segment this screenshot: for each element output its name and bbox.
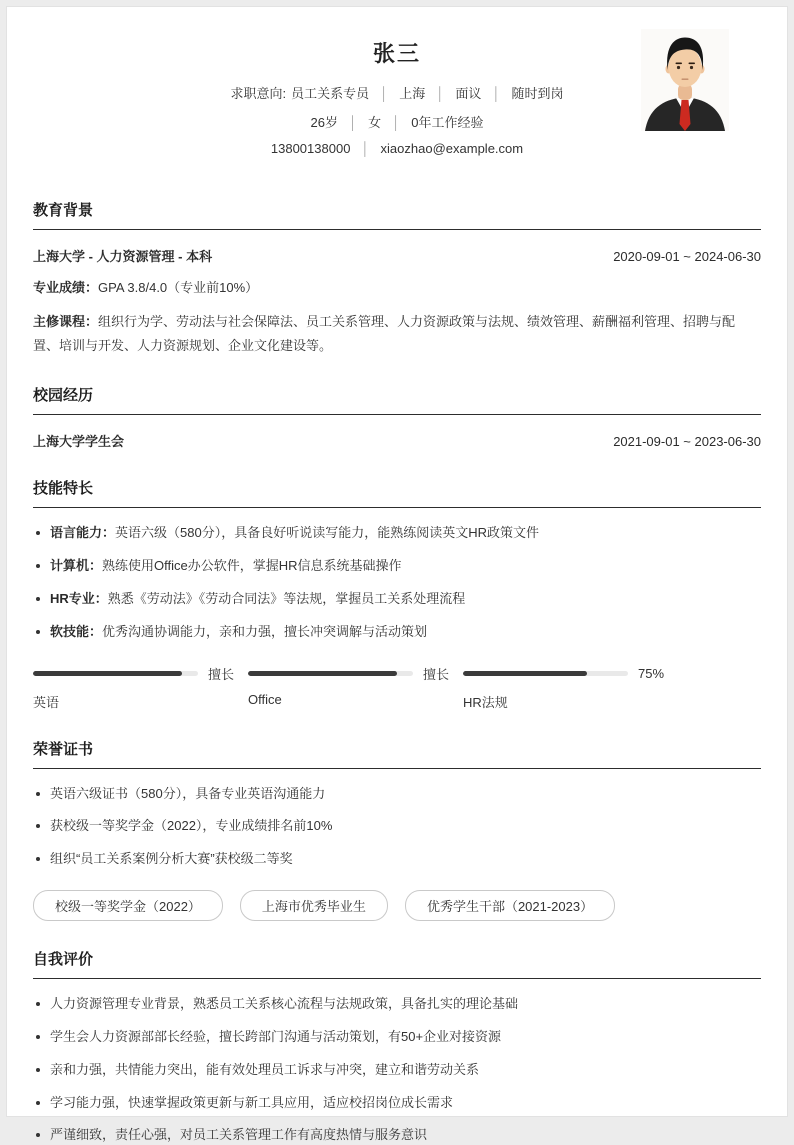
section-campus (33, 384, 761, 450)
skill-text: 熟悉《劳动法》《劳动合同法》等法规，掌握员工关系处理流程 (107, 590, 466, 606)
bar-skill-name: 英语 (33, 694, 60, 710)
intent-label: 求职意向: (230, 86, 287, 101)
bar-track (463, 671, 628, 676)
section-title-honors: 荣誉证书 (33, 738, 761, 769)
separator: │ (348, 115, 358, 130)
separator: │ (492, 86, 501, 101)
bullet-icon (36, 630, 40, 634)
candidate-name: 张三 (372, 41, 421, 66)
skill-label: 语言能力： (50, 525, 116, 541)
intent-position: 员工关系专员 (291, 86, 370, 101)
bullet-icon (36, 857, 40, 861)
bullet-icon (36, 1101, 40, 1105)
skill-label: 计算机： (50, 558, 103, 574)
evaluation-text: 人力资源管理专业背景，熟悉员工关系核心流程与法规政策，具备扎实的理论基础 (50, 996, 519, 1012)
honor-item (33, 850, 761, 869)
skill-label: HR专业： (50, 590, 108, 606)
campus-date: 2021-09-01 ~ 2023-06-30 (613, 434, 761, 450)
gpa-value: GPA 3.8/4.0（专业前10%） (98, 280, 259, 295)
bar-level-label: 擅长 (208, 667, 235, 683)
honor-item (33, 785, 761, 804)
bullet-icon (36, 792, 40, 796)
bullet-icon (36, 1133, 40, 1137)
education-gpa (33, 276, 761, 299)
bullet-icon (36, 1035, 40, 1039)
education-degree: 上海大学 - 人力资源管理 - 本科 (33, 249, 213, 264)
skill-bars (33, 666, 761, 711)
experience: 0年工作经验 (411, 115, 484, 130)
skill-item (33, 590, 761, 609)
honor-text: 获校级一等奖学金（2022），专业成绩排名前10% (50, 818, 333, 834)
skill-item (33, 557, 761, 576)
education-date: 2020-09-01 ~ 2024-06-30 (613, 249, 761, 264)
bar-skill-name: HR法规 (463, 694, 508, 710)
profile-photo (641, 29, 729, 131)
skill-text: 英语六级（580分），具备良好听说读写能力，能熟练阅读英文HR政策文件 (115, 525, 539, 541)
section-honors (33, 738, 761, 922)
section-title-education: 教育背景 (33, 199, 761, 230)
honor-item (33, 817, 761, 836)
skills-list (33, 524, 761, 641)
evaluation-text: 严谨细致，责任心强，对员工关系管理工作有高度热情与服务意识 (50, 1127, 428, 1143)
resume-page (6, 6, 788, 1143)
section-education (33, 199, 761, 357)
section-evaluation (33, 948, 761, 1145)
phone-number: 13800138000 (270, 141, 351, 156)
email-address: xiaozhao@example.com (380, 141, 524, 156)
honor-badges (33, 890, 761, 921)
skill-text: 熟练使用Office办公软件，掌握HR信息系统基础操作 (102, 558, 402, 574)
badge-scholarship: 校级一等奖学金（2022） (33, 890, 223, 921)
bullet-icon (36, 824, 40, 828)
section-title-skills: 技能特长 (33, 477, 761, 508)
evaluation-text: 学生会人力资源部部长经验，擅长跨部门沟通与活动策划，有50+企业对接资源 (50, 1028, 502, 1044)
skill-item (33, 524, 761, 543)
gpa-label: 专业成绩： (33, 280, 99, 295)
skill-item (33, 623, 761, 642)
bar-track (248, 671, 413, 676)
separator: │ (380, 86, 389, 101)
resume-header (33, 27, 761, 172)
separator: │ (361, 141, 370, 156)
evaluation-item (33, 1094, 761, 1113)
bullet-icon (36, 597, 40, 601)
section-skills (33, 477, 761, 710)
courses-label: 主修课程： (33, 314, 99, 330)
bar-fill (33, 671, 182, 676)
evaluation-text: 亲和力强，共情能力突出，能有效处理员工诉求与冲突，建立和谐劳动关系 (50, 1061, 480, 1077)
bar-level-label: 75% (638, 666, 665, 682)
bar-fill (248, 671, 397, 676)
separator: │ (392, 115, 401, 130)
separator: │ (436, 86, 445, 101)
contact-line (33, 141, 761, 156)
intent-city: 上海 (399, 86, 426, 101)
skill-label: 软技能： (50, 623, 103, 639)
bar-track (33, 671, 198, 676)
gender: 女 (368, 115, 382, 130)
intent-salary: 面议 (455, 86, 482, 101)
badge-graduate: 上海市优秀毕业生 (240, 890, 388, 921)
evaluation-item (33, 1028, 761, 1047)
skill-bar-english (33, 666, 248, 711)
evaluation-item (33, 995, 761, 1014)
honor-text: 英语六级证书（580分），具备专业英语沟通能力 (50, 785, 326, 801)
skill-bar-office (248, 666, 463, 711)
bullet-icon (36, 1002, 40, 1006)
skill-bar-hr-law (463, 666, 678, 711)
evaluation-item (33, 1126, 761, 1145)
evaluation-item (33, 1061, 761, 1080)
badge-cadre: 优秀学生干部（2021-2023） (405, 890, 615, 921)
courses-list: 组织行为学、劳动法与社会保障法、员工关系管理、人力资源政策与法规、绩效管理、薪酬福利管理、招聘与配置、培训与开发、人力资源规划、企业文化建设等。 (33, 314, 736, 353)
bullet-icon (36, 531, 40, 535)
section-title-campus: 校园经历 (33, 384, 761, 415)
intent-availability: 随时到岗 (511, 86, 564, 101)
campus-org: 上海大学学生会 (33, 434, 125, 450)
avatar-illustration (641, 29, 729, 131)
education-courses (33, 310, 761, 357)
honors-list (33, 785, 761, 870)
skill-text: 优秀沟通协调能力，亲和力强，擅长冲突调解与活动策划 (102, 623, 428, 639)
bullet-icon (36, 1068, 40, 1072)
honor-text: 组织“员工关系案例分析大赛”获校级二等奖 (50, 851, 293, 867)
bar-fill (463, 671, 587, 676)
age: 26岁 (310, 115, 338, 130)
section-title-evaluation: 自我评价 (33, 948, 761, 979)
bullet-icon (36, 564, 40, 568)
bar-skill-name: Office (248, 691, 282, 707)
bar-level-label: 擅长 (423, 667, 450, 683)
evaluation-text: 学习能力强，快速掌握政策更新与新工具应用，适应校招岗位成长需求 (50, 1094, 454, 1110)
